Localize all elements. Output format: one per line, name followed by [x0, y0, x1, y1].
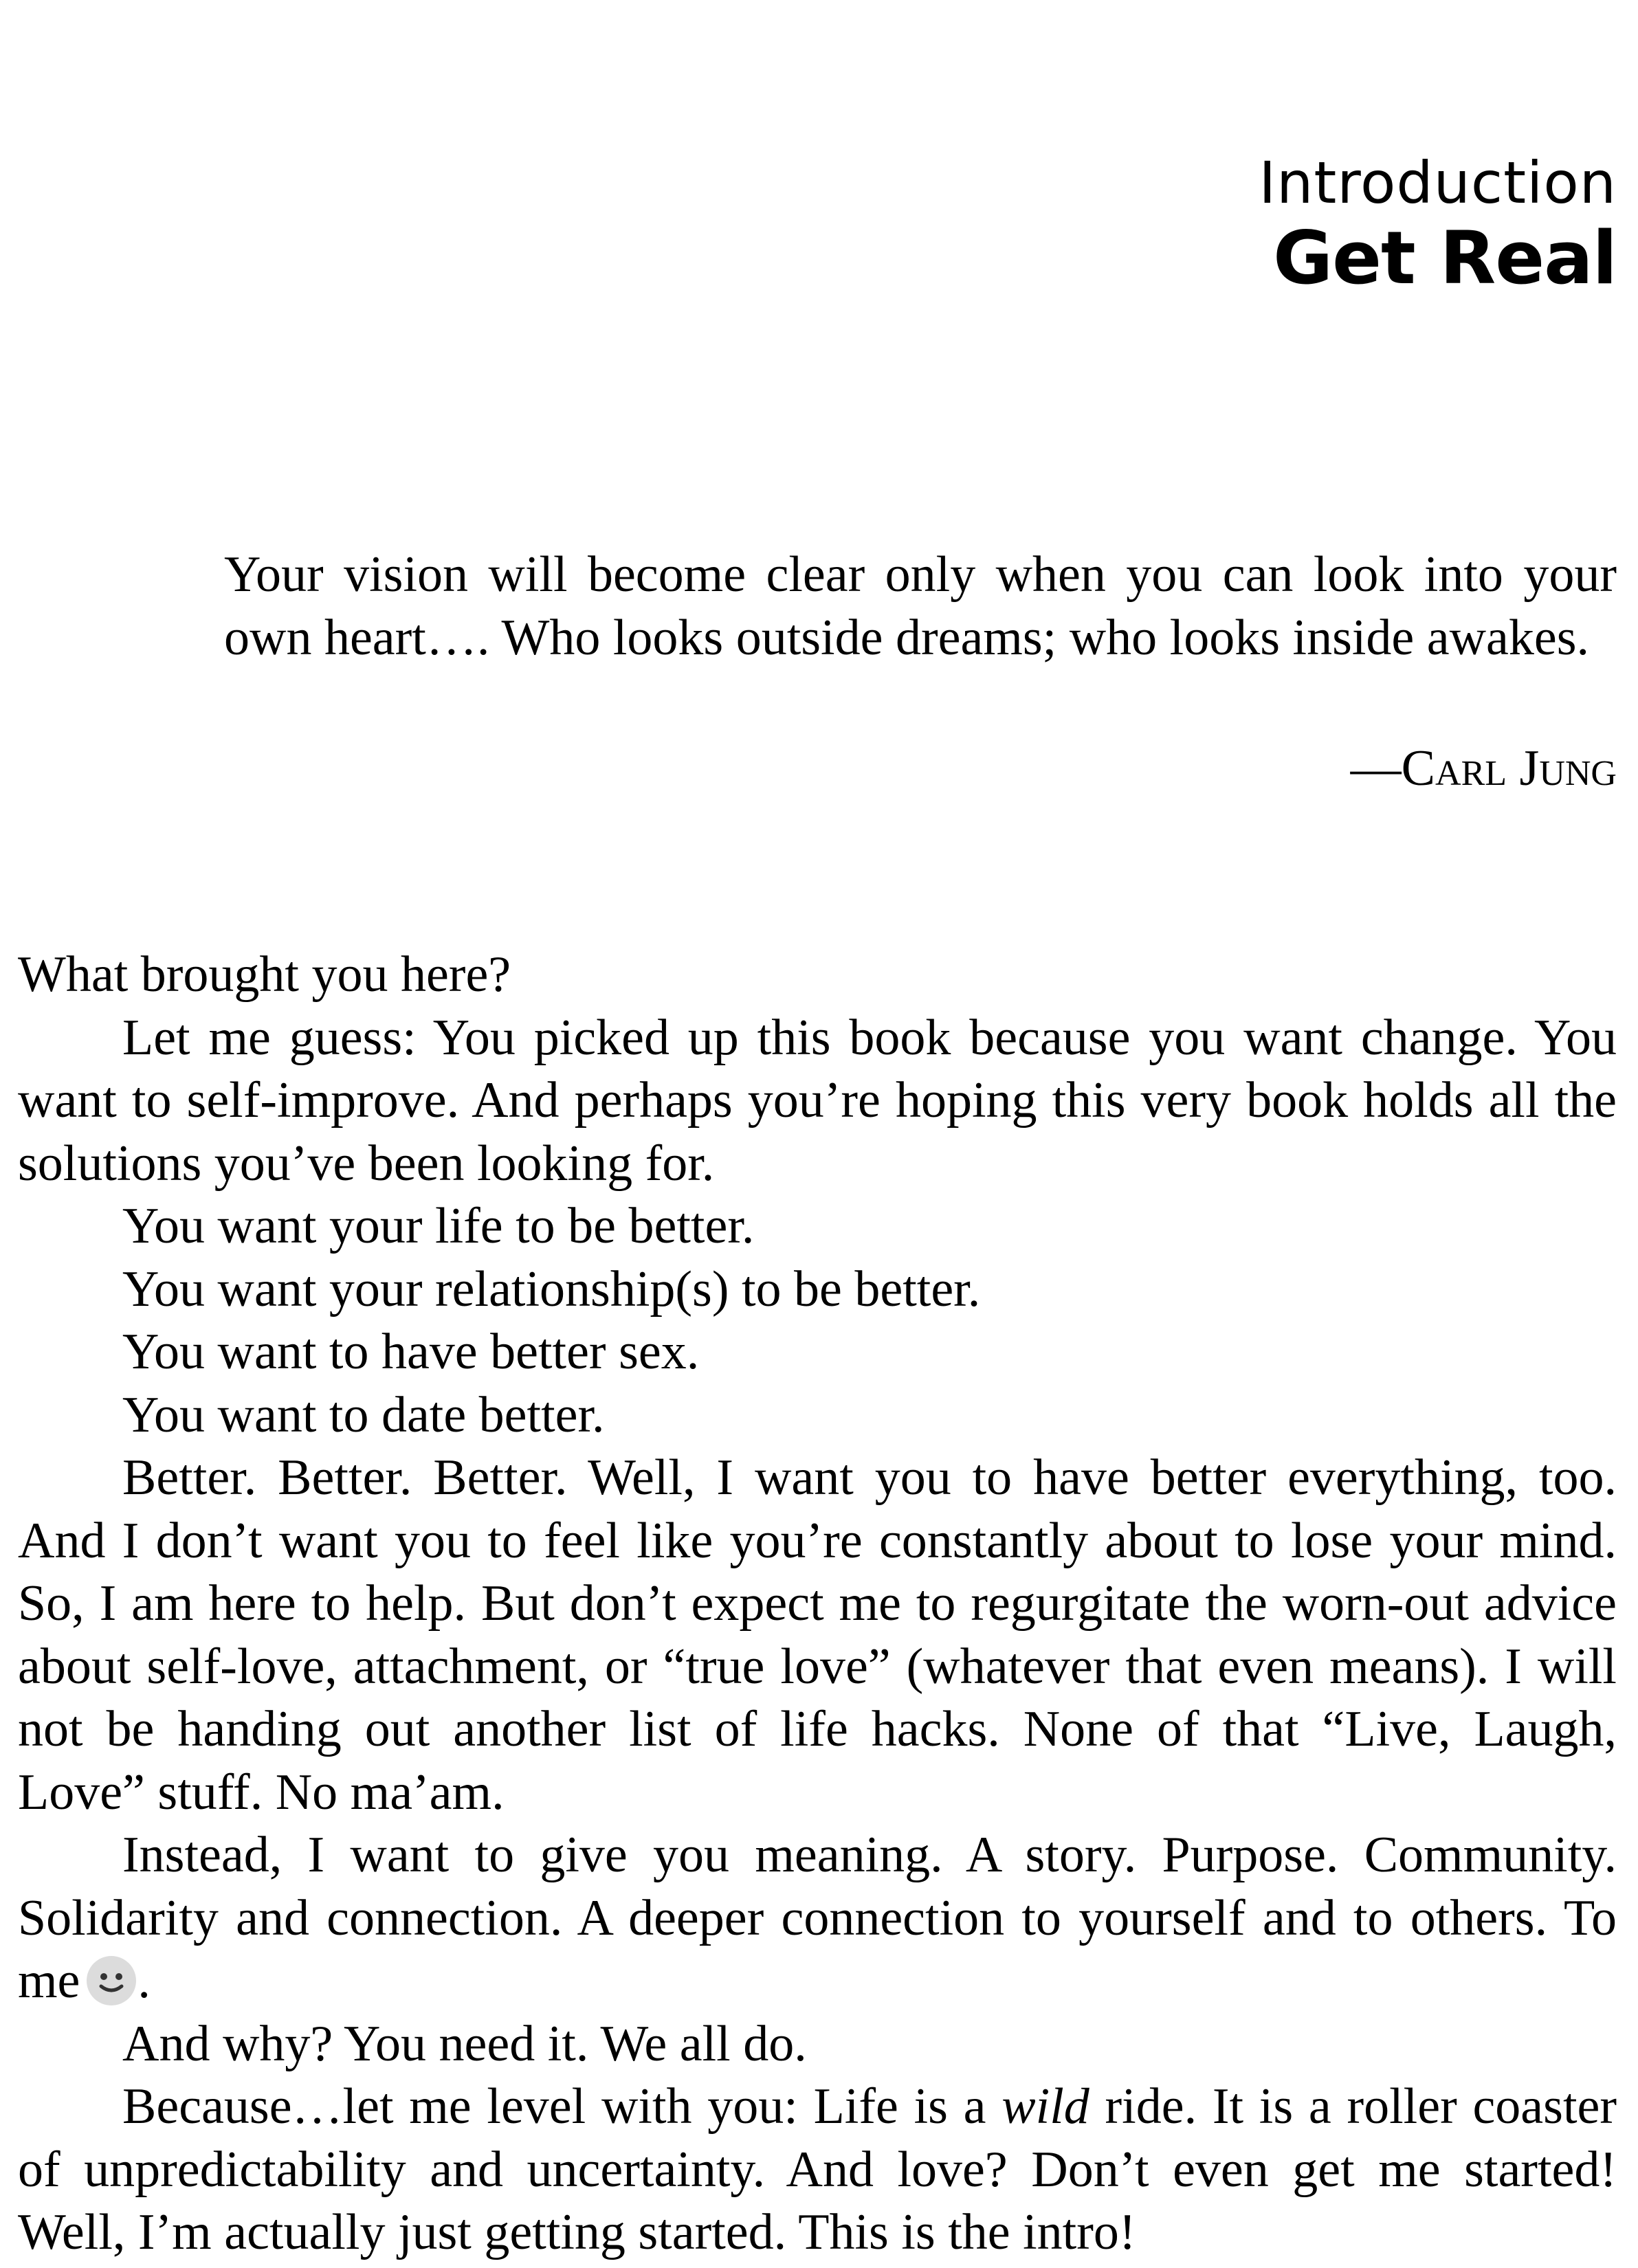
paragraph-end: . [137, 1953, 151, 2009]
paragraph [18, 1824, 1617, 2013]
epigraph-attribution: —Carl Jung [1350, 740, 1617, 797]
paragraph: Better. Better. Better. Well, I want you to have better everything, too. And I don’t want you to feel like you’re constantly about to lose your mind. So, I am here to help. But don’t expect me to regurgitate the worn-out advice about self-love, attachment, or “true love” (whatever that even means). I will not be handing out another list of life hacks. None of that “Live, Laugh, Love” stuff. No ma’am. [18, 1449, 1617, 1821]
paragraph: You want your relationship(s) to be better. [122, 1260, 981, 1318]
paragraph-text: Because…let me level with you: Life is a [122, 2078, 1002, 2135]
emphasis-text: wild [1001, 2078, 1089, 2135]
smiley-face-icon [85, 1955, 137, 2007]
paragraph: You want to have better sex. [122, 1324, 700, 1380]
paragraph-text: ride. It is a roller coaster of unpredictability and uncertainty. And love? Don’t even get me started! Well, I’m actually just getting started. This is the intro! [18, 2078, 1617, 2260]
epigraph-quote: Your vision will become clear only when you can look into your own heart…. Who looks outside dreams; who looks inside awakes. [224, 546, 1617, 666]
paragraph: Let me guess: You picked up this book because you want change. You want to self-improve. And perhaps you’re hoping this very book holds all the solutions you’ve been looking for. [18, 1009, 1617, 1192]
paragraph: You want to date better. [122, 1386, 605, 1443]
body-text [18, 944, 1617, 2265]
paragraph: You want your life to be better. [122, 1198, 755, 1254]
paragraph: And why? You need it. We all do. [122, 2015, 807, 2072]
paragraph-text: Instead, I want to give you meaning. A story. Purpose. Community. Solidarity and connection. A deeper connection to yourself and to others. To me [18, 1827, 1617, 2009]
chapter-heading [1259, 151, 1617, 299]
paragraph: What brought you here? [18, 946, 511, 1003]
chapter-label: Introduction [1259, 149, 1617, 216]
paragraph [18, 2076, 1617, 2265]
chapter-title: Get Real [1273, 216, 1617, 301]
